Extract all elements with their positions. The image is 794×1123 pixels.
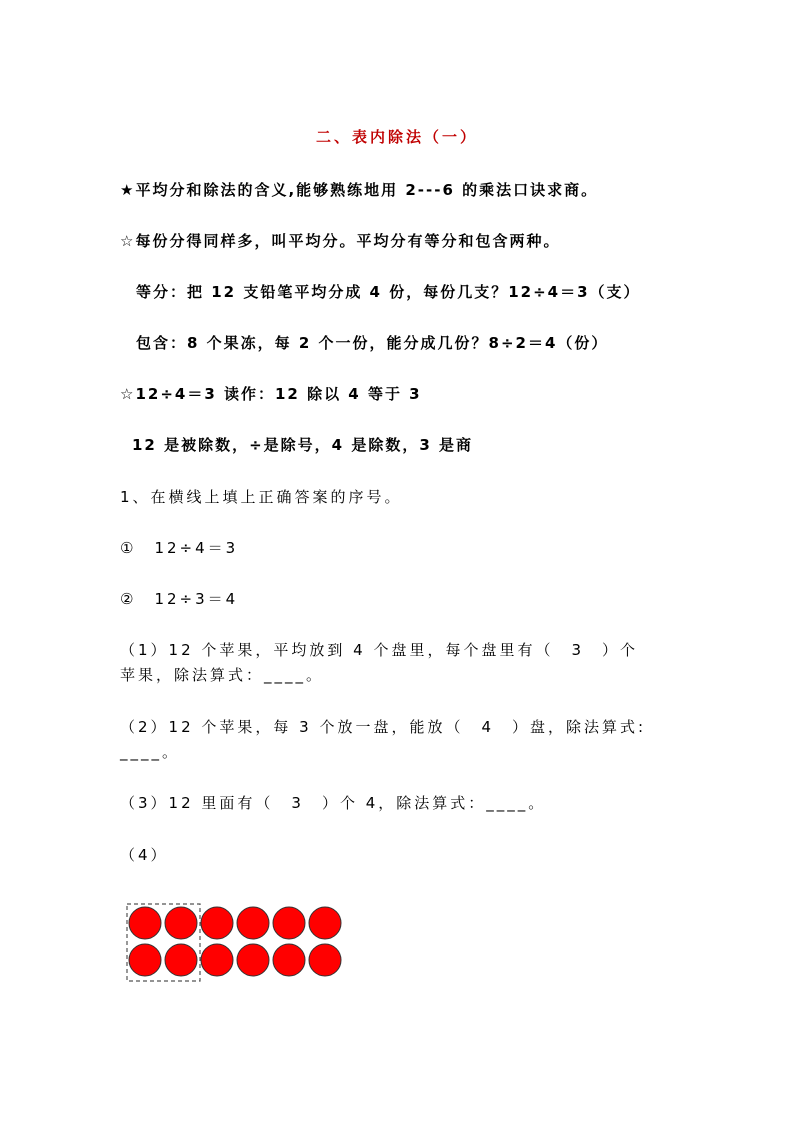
exercise-prompt: 1、在横线上填上正确答案的序号。 (120, 488, 403, 506)
definition-text: ☆每份分得同样多，叫平均分。平均分有等分和包含两种。 (120, 232, 561, 250)
containment-example: 包含：8 个果冻，每 2 个一份，能分成几份？8÷2＝4（份） (136, 334, 609, 352)
question-3: （3）12 里面有（ 3 ）个 4，除法算式：____。 (120, 794, 547, 812)
red-dot (273, 907, 305, 939)
red-dot (201, 944, 233, 976)
question-4-label: （4） (120, 846, 169, 864)
equal-division-example: 等分：把 12 支铅笔平均分成 4 份，每份几支？12÷4＝3（支） (136, 283, 641, 301)
answer-option-2: ② 12÷3＝4 (120, 590, 239, 608)
dot-array (126, 903, 346, 983)
terms-explanation: 12 是被除数，÷是除号，4 是除数，3 是商 (132, 436, 473, 454)
red-dot (309, 944, 341, 976)
red-dot (201, 907, 233, 939)
page-title: 二、表内除法（一） (315, 128, 478, 146)
question-2-line-2: ____。 (120, 743, 181, 761)
red-dot (237, 944, 269, 976)
question-1-line-2: 苹果，除法算式：____。 (120, 666, 325, 684)
question-1-line-1: （1）12 个苹果，平均放到 4 个盘里，每个盘里有（ 3 ）个 (120, 641, 639, 659)
red-dot (129, 907, 161, 939)
question-2-line-1: （2）12 个苹果，每 3 个放一盘，能放（ 4 ）盘，除法算式: (120, 718, 647, 736)
red-dot (165, 944, 197, 976)
learning-goal: ★平均分和除法的含义,能够熟练地用 2---6 的乘法口诀求商。 (120, 181, 599, 199)
answer-option-1: ① 12÷4＝3 (120, 539, 239, 557)
red-dot (309, 907, 341, 939)
reading-rule: ☆12÷4＝3 读作：12 除以 4 等于 3 (120, 385, 422, 403)
red-dot (237, 907, 269, 939)
red-dot (129, 944, 161, 976)
red-dot (273, 944, 305, 976)
dot-grouping-figure (126, 903, 346, 983)
red-dot (165, 907, 197, 939)
